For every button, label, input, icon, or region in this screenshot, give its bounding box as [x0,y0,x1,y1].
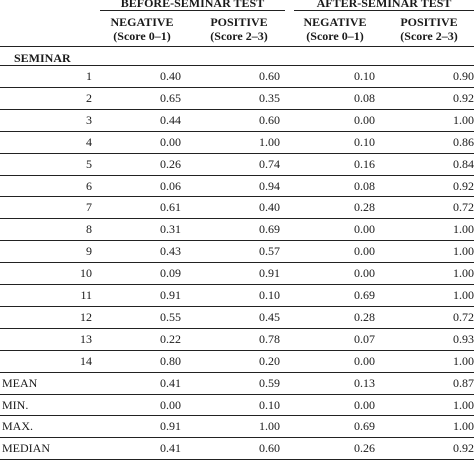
table-cell: 0.00 [354,266,375,281]
table-cell: 0.13 [354,375,375,390]
table-cell: 0.10 [259,397,280,412]
group-header-after: AFTER-SEMINAR TEST [316,0,452,10]
row-label: 14 [80,353,92,368]
table-cell: 1.00 [259,134,280,149]
table-cell: 0.69 [354,419,375,434]
table-cell: 0.91 [259,266,280,281]
table-cell: 0.60 [259,69,280,83]
row-rule [0,284,474,285]
table-cell: 0.72 [453,309,474,324]
table-cell: 1.00 [259,419,280,434]
table-cell: 1.00 [453,222,474,237]
table-cell: 0.16 [354,156,375,171]
row-label: 12 [80,309,92,324]
subheader-range: (Score 2–3) [400,29,458,43]
table-cell: 0.28 [354,200,375,215]
table-cell: 1.00 [453,353,474,368]
row-label: MAX. [2,419,34,434]
group-header-before: BEFORE-SEMINAR TEST [120,0,265,10]
table-cell: 0.74 [259,156,280,171]
table-cell: 0.00 [354,112,375,127]
row-label: 5 [86,156,92,171]
table-cell: 0.06 [160,178,181,193]
seminar-rule [0,65,474,66]
subheader-before-negative [96,15,188,43]
table-cell: 0.41 [160,441,181,456]
table-cell: 0.40 [160,69,181,83]
table-cell: 0.44 [160,112,181,127]
table-cell: 0.00 [354,397,375,412]
table-cell: 0.65 [160,90,181,105]
subheader-range: (Score 2–3) [210,29,268,43]
row-rule [0,240,474,241]
table-cell: 0.78 [259,331,280,346]
table-cell: 0.07 [354,331,375,346]
table-cell: 0.72 [453,200,474,215]
row-label: 11 [80,288,92,302]
row-label: 1 [86,69,92,83]
row-rule [0,109,474,110]
table-cell: 0.28 [354,309,375,324]
table-cell: 0.10 [354,134,375,149]
table-cell: 0.59 [259,375,280,390]
table-cell: 0.20 [259,353,280,368]
table-cell: 1.00 [453,244,474,259]
table-cell: 0.35 [259,90,280,105]
subheader-range: (Score 0–1) [113,29,171,43]
row-label: MIN. [2,397,29,412]
table-cell: 0.69 [259,222,280,237]
table-cell: 0.26 [354,441,375,456]
row-rule [0,153,474,154]
subheader-before-positive [193,15,285,43]
row-label: 2 [86,90,92,105]
row-rule [0,175,474,176]
table-cell: 1.00 [453,266,474,281]
row-rule [0,328,474,329]
subheader-after-negative [289,15,381,43]
group-rule-before [100,10,285,11]
table-cell: 0.00 [160,134,181,149]
table-cell: 0.80 [160,353,181,368]
subheader-after-positive [384,15,474,43]
table-cell: 1.00 [453,397,474,412]
subheader-label: NEGATIVE [110,15,174,29]
row-label: 6 [86,178,92,193]
table-cell: 0.22 [160,331,181,346]
row-header-seminar: SEMINAR [14,51,71,65]
row-label: 10 [80,266,92,281]
subheader-label: NEGATIVE [303,15,367,29]
table-cell: 0.91 [160,288,181,302]
table-cell: 0.08 [354,90,375,105]
row-label: 3 [86,112,92,127]
table-cell: 0.26 [160,156,181,171]
row-label: 13 [80,331,92,346]
table-cell: 0.08 [354,178,375,193]
table-cell: 0.10 [259,288,280,302]
row-rule [0,87,474,88]
table-cell: 0.86 [453,134,474,149]
row-rule [0,131,474,132]
row-label: MEDIAN [2,441,50,456]
table-cell: 1.00 [453,288,474,302]
table-cell: 0.10 [354,69,375,83]
row-label: 7 [86,200,92,215]
row-label: 9 [86,244,92,259]
subheader-range: (Score 0–1) [306,29,364,43]
table-cell: 0.00 [160,397,181,412]
row-rule [0,437,474,438]
row-rule [0,394,474,395]
table-cell: 0.57 [259,244,280,259]
table-cell: 0.61 [160,200,181,215]
group-rule-after [294,10,474,11]
table-cell: 1.00 [453,112,474,127]
table-cell: 0.91 [160,419,181,434]
table-cell: 0.60 [259,441,280,456]
table-cell: 0.69 [354,288,375,302]
row-label: MEAN [2,375,38,390]
table-cell: 0.93 [453,331,474,346]
table-cell: 0.55 [160,309,181,324]
header-rule [0,46,474,47]
table-cell: 0.00 [354,222,375,237]
table-cell: 0.43 [160,244,181,259]
table-cell: 0.40 [259,200,280,215]
table-cell: 0.94 [259,178,280,193]
table-cell: 0.92 [453,90,474,105]
row-rule [0,196,474,197]
table-cell: 0.41 [160,375,181,390]
subheader-label: POSITIVE [210,15,268,29]
row-rule [0,306,474,307]
row-rule [0,262,474,263]
table-cell: 0.87 [453,375,474,390]
table-cell: 1.00 [453,419,474,434]
subheader-label: POSITIVE [400,15,458,29]
table-cell: 0.31 [160,222,181,237]
row-label: 8 [86,222,92,237]
table-cell: 0.92 [453,178,474,193]
table-cell: 0.00 [354,353,375,368]
table-cell: 0.60 [259,112,280,127]
table-cell: 0.84 [453,156,474,171]
row-rule [0,218,474,219]
table-cell: 0.90 [453,69,474,83]
row-rule [0,350,474,351]
table-cell: 0.09 [160,266,181,281]
row-label: 4 [86,134,92,149]
table-cell: 0.92 [453,441,474,456]
row-rule [0,372,474,373]
table-cell: 0.45 [259,309,280,324]
table-cell: 0.00 [354,244,375,259]
